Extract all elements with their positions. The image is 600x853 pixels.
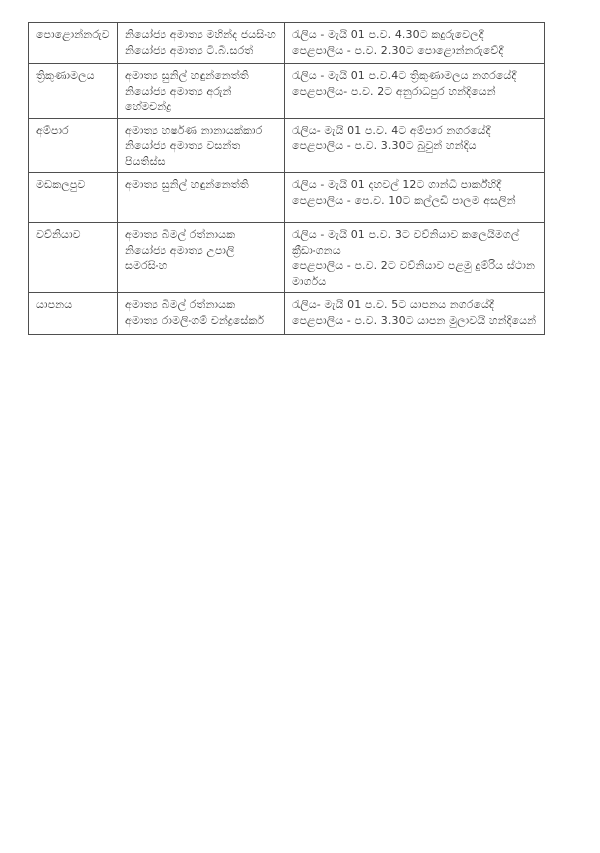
mayday-rally-table <box>28 22 545 335</box>
ministers-cell-line: නියෝජ්‍ය අමාත්‍ය උපාලි සමරසිංහ <box>125 243 235 272</box>
schedule-cell-line: පෙළපාලිය- ප.ව. 2ට අනුරාධපුර හන්දියෙන් <box>292 84 496 98</box>
district-cell-line: මඩකලපුව <box>36 178 86 191</box>
district-cell <box>29 118 118 173</box>
schedule-cell <box>285 23 545 64</box>
district-cell-line: පොළොන්නරුව <box>36 28 110 41</box>
schedule-cell-line: රැලිය - මැයි 01 ප.ව. 4.30ට කදුරුවෙලදී <box>292 28 484 41</box>
schedule-cell <box>285 173 545 223</box>
ministers-cell-line: අමාත්‍ය සුනිල් හඳුන්නෙත්ති <box>125 69 249 82</box>
ministers-cell <box>118 118 285 173</box>
schedule-cell-line: රැලිය- මැයි 01 ප.ව. 5ට යාපනය නගරයේදී <box>292 298 494 311</box>
schedule-cell-line: පෙළපාලිය - ප.ව. 2.30ට පොළොන්නරුවේදී <box>292 43 504 57</box>
ministers-cell-line: අමාත්‍ය බිමල් රත්නායක <box>125 228 236 241</box>
ministers-cell <box>118 173 285 223</box>
schedule-cell-line: රැලිය - මැයි 01 දහවල් 12ට ගාන්ධි පාර්ක්හිදී <box>292 178 502 191</box>
schedule-cell-line: රැලිය- මැයි 01 ප.ව. 4ට අම්පාර නගරයේදී <box>292 123 491 137</box>
schedule-cell-line: පෙළපාලිය - ප.ව. 3.30ට බුවුන් හන්දිය <box>292 139 477 152</box>
ministers-cell-line: අමාත්‍ය රාමලිංගම් චන්ද්‍රසේකර් <box>125 313 265 327</box>
district-cell-line: ත්‍රිකුණාමලය <box>36 69 95 82</box>
ministers-cell-line: අමාත්‍ය සුනිල් හඳුන්නෙත්ති <box>125 178 249 191</box>
district-cell-line: අම්පාර <box>36 123 69 137</box>
ministers-cell-line: නියෝජ්‍ය අමාත්‍ය මහින්ද ජයසිංහ <box>125 28 276 41</box>
schedule-cell-line: පෙළපාලිය - ප.ව. 3.30ට යාපන මුලාවයි හන්දියෙන් <box>292 313 537 327</box>
district-cell-line: වව්නියාව <box>36 228 81 241</box>
table-row <box>29 293 545 335</box>
district-cell <box>29 173 118 223</box>
schedule-cell-line: රැලිය - මැයි 01 ප.ව. 3ට වව්නියාව කලෙයිමගල් ක්‍රීඩාංගනය <box>292 228 520 257</box>
rally-table-body <box>29 23 545 335</box>
schedule-cell <box>285 64 545 119</box>
district-cell <box>29 223 118 293</box>
table-row <box>29 23 545 64</box>
ministers-cell-line: අමාත්‍ය බිමල් රත්නායක <box>125 298 236 311</box>
ministers-cell-line: නියෝජ්‍ය අමාත්‍ය වසන්ත පියතිස්ස <box>125 139 241 168</box>
schedule-cell <box>285 118 545 173</box>
district-cell <box>29 293 118 335</box>
schedule-cell-line: පෙළපාලිය - පෙ.ව. 10ට කල්ලඩි පාලම අසලින් <box>292 193 516 207</box>
district-cell <box>29 23 118 64</box>
schedule-cell-line: රැලිය - මැයි 01 ප.ව.4ට ත්‍රිකුණාමලය නගරයේදී <box>292 69 517 82</box>
ministers-cell <box>118 23 285 64</box>
ministers-cell-line: නියෝජ්‍ය අමාත්‍ය අරුන් හේමචන්ද්‍ර <box>125 84 232 113</box>
table-row <box>29 223 545 293</box>
table-row <box>29 118 545 173</box>
table-row <box>29 173 545 223</box>
ministers-cell <box>118 223 285 293</box>
ministers-cell <box>118 64 285 119</box>
schedule-cell-line: පෙළපාලිය - ප.ව. 2ට වව්නියාව පළමු දුම්රිය ස්ථාන මාර්ගය <box>292 259 535 288</box>
ministers-cell-line: නියෝජ්‍ය අමාත්‍ය ටී.බී.සරත් <box>125 43 254 57</box>
ministers-cell-line: අමාත්‍ය හර්ෂණ නානායක්කාර <box>125 123 263 137</box>
schedule-cell <box>285 293 545 335</box>
district-cell-line: යාපනය <box>36 298 73 311</box>
schedule-cell <box>285 223 545 293</box>
table-row <box>29 64 545 119</box>
district-cell <box>29 64 118 119</box>
ministers-cell <box>118 293 285 335</box>
